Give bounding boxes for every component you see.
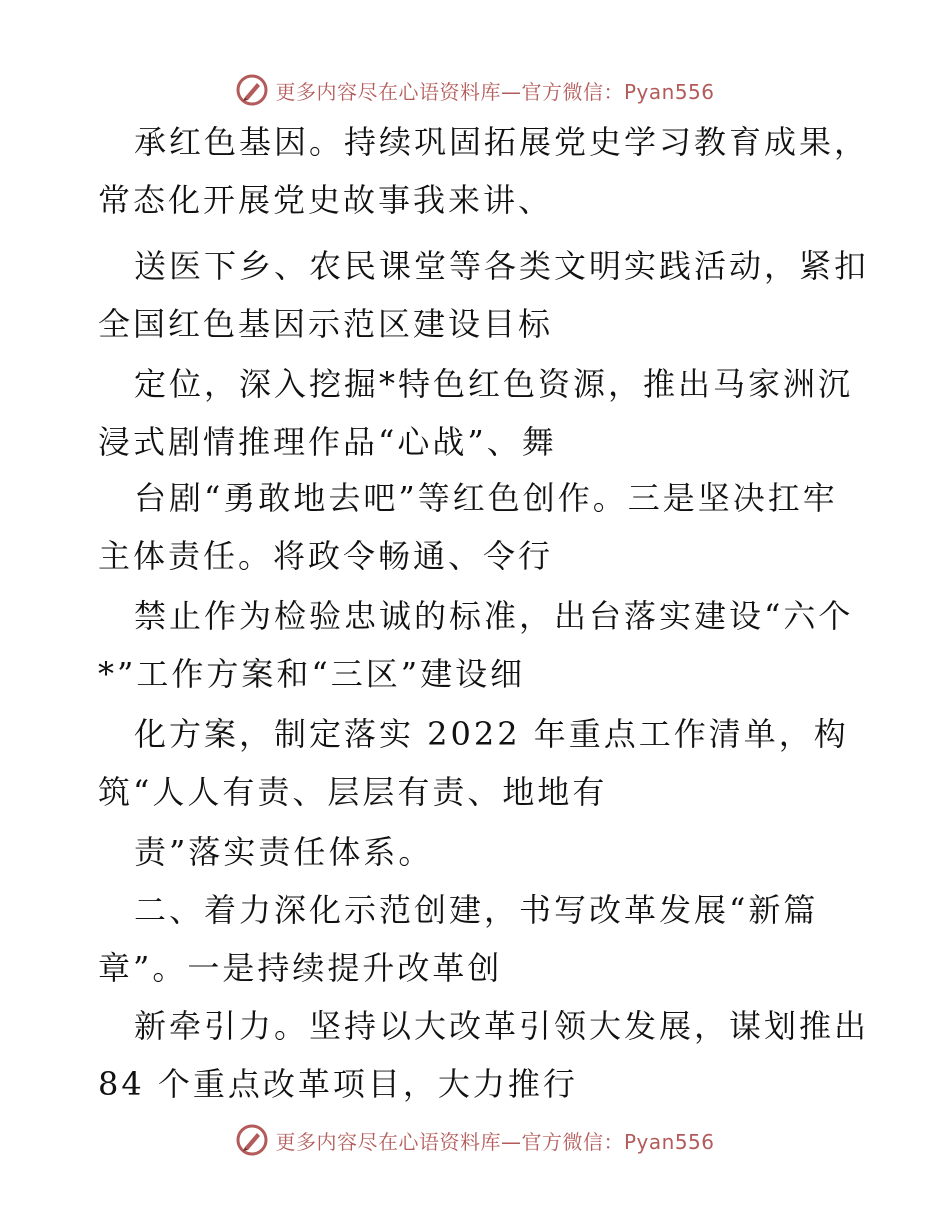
pen-logo-icon — [235, 1123, 269, 1157]
text-line: 主体责任。将政令畅通、令行 — [98, 537, 554, 575]
text-line: 浸式剧情推理作品“心战”、舞 — [98, 423, 557, 461]
text-line: 禁止作为检验忠诚的标准，出台落实建设“六个 — [134, 597, 854, 635]
text-line: 台剧“勇敢地去吧”等红色创作。三是坚决扛牢 — [134, 479, 838, 517]
text-line: 常态化开展党史故事我来讲、 — [98, 181, 554, 219]
text-line: 定位，深入挖掘*特色红色资源，推出马家洲沉 — [134, 365, 854, 403]
text-line: 承红色基因。持续巩固拓展党史学习教育成果， — [134, 123, 870, 161]
text-line: 章”。一是持续提升改革创 — [98, 949, 503, 987]
text-line: 84 个重点改革项目，大力推行 — [98, 1065, 578, 1103]
header-watermark — [0, 70, 950, 110]
watermark-text: 更多内容尽在心语资料库—官方微信：Pyan556 — [275, 79, 715, 104]
footer-watermark — [0, 1120, 950, 1160]
text-line: 新牵引力。坚持以大改革引领大发展，谋划推出 — [134, 1007, 870, 1045]
text-line: 筑“人人有责、层层有责、地地有 — [98, 773, 608, 811]
text-line: 化方案，制定落实 2022 年重点工作清单，构 — [134, 715, 849, 753]
text-line: *”工作方案和“三区”建设细 — [98, 655, 526, 693]
watermark-text: 更多内容尽在心语资料库—官方微信：Pyan556 — [275, 1129, 715, 1154]
pen-logo-icon — [235, 73, 269, 107]
text-line: 送医下乡、农民课堂等各类文明实践活动，紧扣 — [134, 247, 870, 285]
text-line: 全国红色基因示范区建设目标 — [98, 305, 554, 343]
text-line: 二、着力深化示范创建，书写改革发展“新篇 — [134, 891, 819, 929]
text-line: 责”落实责任体系。 — [134, 833, 434, 871]
